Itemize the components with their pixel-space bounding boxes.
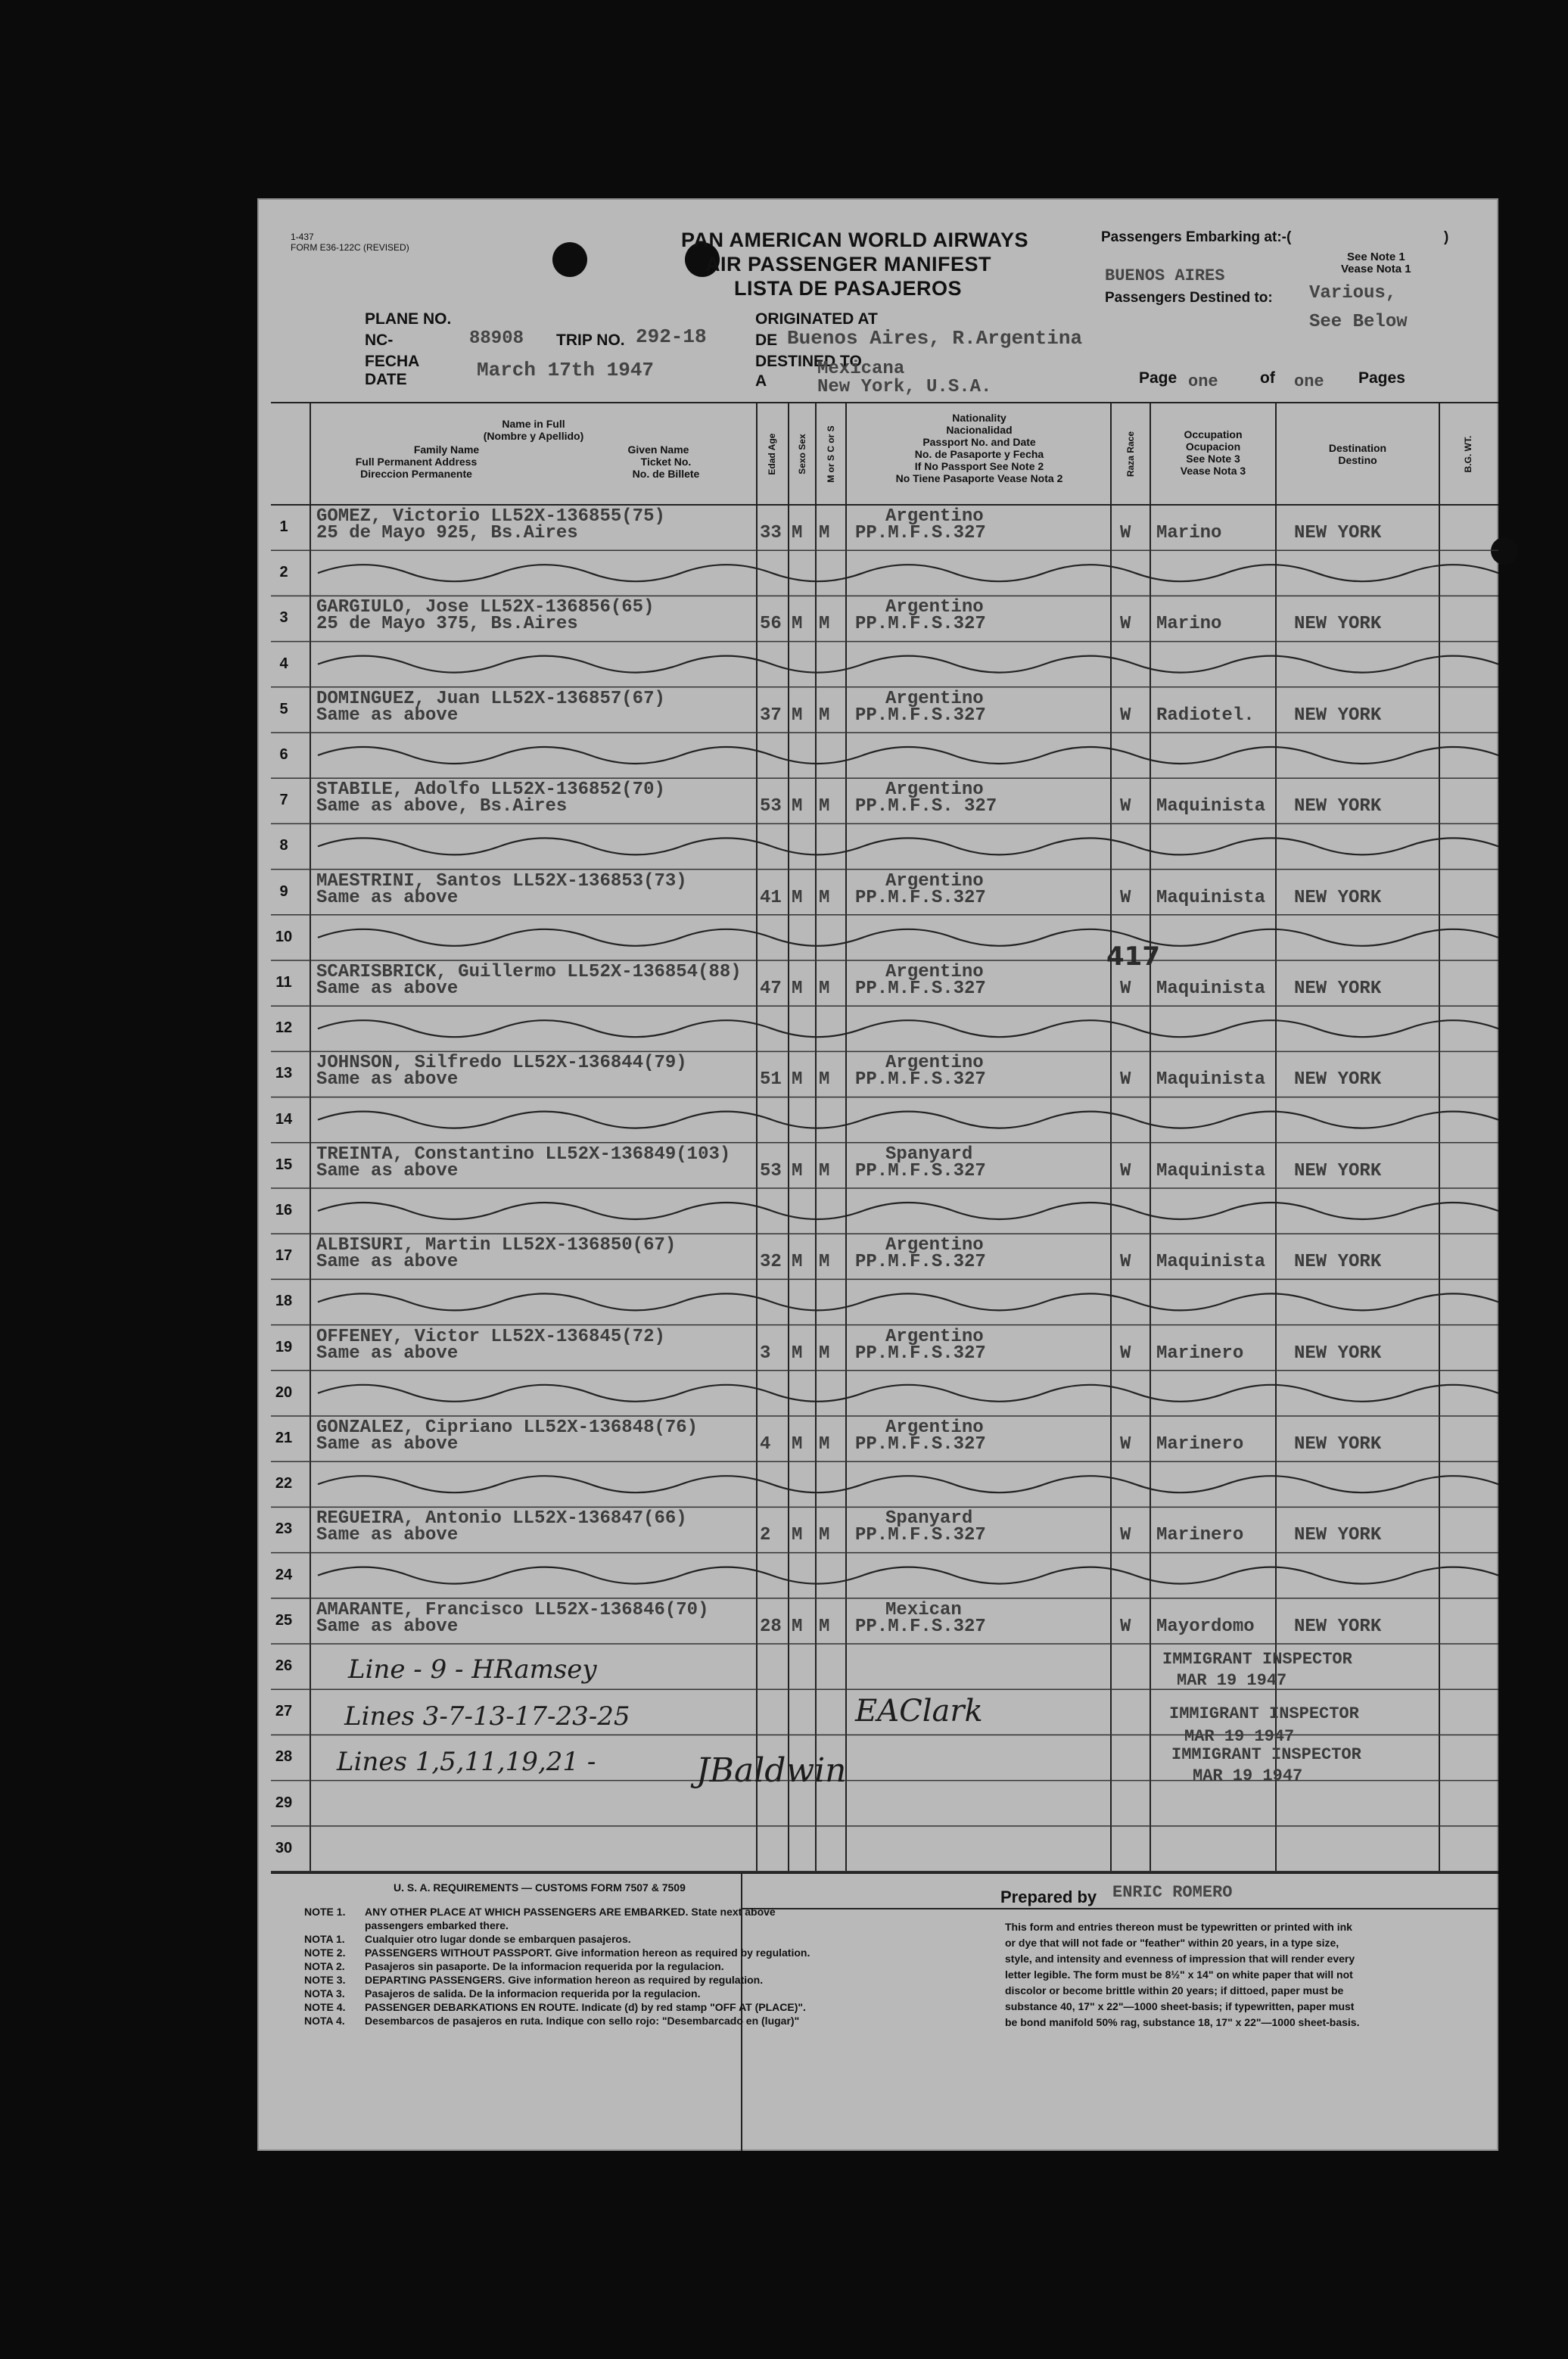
note-key: NOTA 1. — [304, 1933, 345, 1945]
row-number: 11 — [275, 974, 292, 991]
page-label: Page — [1139, 369, 1178, 387]
passenger-marital-status: M — [819, 1434, 830, 1455]
passenger-nationality: Argentino — [885, 1418, 984, 1438]
row-number: 5 — [279, 700, 288, 717]
note-key: NOTE 1. — [304, 1906, 346, 1918]
nc-value: 88908 — [469, 328, 524, 349]
passenger-age: 32 — [760, 1252, 782, 1273]
note-text: Pasajeros sin pasaporte. De la informacion requerida por la regulacion. — [365, 1960, 724, 1972]
cancel-squiggle — [318, 1112, 1498, 1128]
passenger-address: 25 de Mayo 925, Bs.Aires — [316, 523, 578, 543]
row-number: 30 — [275, 1839, 293, 1856]
passenger-passport: PP.M.F.S.327 — [855, 979, 986, 999]
passenger-name: GOMEZ, Victorio LL52X-136855(75) — [316, 506, 665, 527]
pages-label: Pages — [1358, 369, 1405, 387]
passenger-passport: PP.M.F.S.327 — [855, 1069, 986, 1091]
note-key: NOTE 2. — [304, 1947, 346, 1959]
plane-label: PLANE NO. — [365, 310, 452, 328]
age-head: Edad Age — [767, 433, 777, 475]
passenger-sex: M — [792, 614, 803, 635]
passenger-race: W — [1120, 1160, 1131, 1181]
cancel-squiggle — [318, 838, 1498, 854]
destined-to-label: DESTINED TO — [755, 353, 862, 370]
passenger-nationality: Argentino — [885, 1053, 984, 1074]
originated-label: ORIGINATED AT — [755, 310, 878, 328]
passenger-sex: M — [792, 1069, 803, 1091]
passenger-occupation: Marinero — [1156, 1343, 1244, 1364]
cancel-squiggle — [318, 1385, 1498, 1402]
passenger-passport: PP.M.F.S.327 — [855, 1434, 986, 1455]
date-label: DATE — [365, 371, 407, 388]
name-head-2: (Nombre y Apellido) — [483, 430, 584, 442]
passenger-nationality: Spanyard — [885, 1144, 973, 1165]
passenger-destination: NEW YORK — [1294, 523, 1382, 543]
passenger-name: JOHNSON, Silfredo LL52X-136844(79) — [316, 1053, 687, 1074]
instruction-line: discolor or become brittle within 20 years; if dittoed, paper must be — [1005, 1984, 1344, 1996]
passenger-age: 3 — [760, 1343, 771, 1364]
passenger-name: ALBISURI, Martin LL52X-136850(67) — [316, 1235, 677, 1256]
no-passport-head: If No Passport See Note 2 — [914, 460, 1044, 472]
passenger-nationality: Argentino — [885, 597, 984, 618]
race-head: Raza Race — [1125, 431, 1136, 478]
note-text: PASSENGERS WITHOUT PASSPORT. Give information hereon as required by regulation. — [365, 1947, 810, 1959]
cancel-squiggle — [318, 656, 1498, 673]
passenger-occupation: Marinero — [1156, 1525, 1244, 1546]
passenger-occupation: Maquinista — [1156, 1160, 1266, 1181]
originated-value: Buenos Aires, R.Argentina — [787, 327, 1083, 350]
row-number: 14 — [275, 1110, 293, 1128]
cancel-squiggle — [318, 1567, 1498, 1584]
row-number: 12 — [275, 1019, 293, 1037]
note-text: Pasajeros de salida. De la informacion requerida por la regulacion. — [365, 1987, 701, 2000]
passenger-sex: M — [792, 1160, 803, 1181]
address-head: Full Permanent Address — [355, 456, 478, 468]
passenger-marital-status: M — [819, 1343, 830, 1364]
passenger-passport: PP.M.F.S.327 — [855, 705, 986, 726]
passenger-age: 33 — [760, 523, 782, 543]
note-text: Desembarcos de pasajeros en ruta. Indique con sello rojo: "Desembarcado en (lugar)" — [365, 2015, 800, 2027]
trip-label: TRIP NO. — [556, 331, 625, 349]
passenger-name: GARGIULO, Jose LL52X-136856(65) — [316, 597, 655, 618]
passenger-address: 25 de Mayo 375, Bs.Aires — [316, 614, 578, 635]
destined-value-1: Various, — [1309, 283, 1397, 303]
passenger-sex: M — [792, 705, 803, 726]
passenger-marital-status: M — [819, 1252, 830, 1273]
family-name-head: Family Name — [413, 443, 480, 456]
stamp-2-title: IMMIGRANT INSPECTOR — [1169, 1704, 1359, 1723]
passenger-age: 41 — [760, 887, 782, 908]
passenger-name: MAESTRINI, Santos LL52X-136853(73) — [316, 870, 687, 892]
stamp-2-date: MAR 19 1947 — [1184, 1727, 1295, 1746]
passenger-name: SCARISBRICK, Guillermo LL52X-136854(88) — [316, 962, 742, 982]
stamp-3-title: IMMIGRANT INSPECTOR — [1171, 1745, 1361, 1764]
passenger-address: Same as above — [316, 705, 459, 726]
passenger-marital-status: M — [819, 887, 830, 908]
see-note-1: See Note 1 — [1347, 251, 1405, 263]
passenger-destination: NEW YORK — [1294, 1525, 1382, 1546]
form-subtitle: LISTA DE PASAJEROS — [734, 277, 963, 300]
passenger-name: TREINTA, Constantino LL52X-136849(103) — [316, 1144, 731, 1165]
passenger-address: Same as above — [316, 1525, 459, 1546]
note-key: NOTA 2. — [304, 1960, 345, 1972]
passport-head: Passport No. and Date — [922, 436, 1036, 448]
row-number: 15 — [275, 1156, 293, 1173]
cancel-squiggle — [318, 1293, 1498, 1310]
row-number: 2 — [279, 564, 288, 581]
cancel-squiggle — [318, 1020, 1498, 1037]
passenger-name: AMARANTE, Francisco LL52X-136846(70) — [316, 1599, 709, 1620]
passenger-destination: NEW YORK — [1294, 1069, 1382, 1091]
fecha-label: FECHA — [365, 353, 420, 370]
cancel-squiggle — [318, 1476, 1498, 1492]
passenger-age: 37 — [760, 705, 782, 726]
passenger-sex: M — [792, 1434, 803, 1455]
passenger-age: 28 — [760, 1616, 782, 1637]
passenger-passport: PP.M.F.S.327 — [855, 1343, 986, 1364]
row-number: 26 — [275, 1657, 293, 1674]
direccion-head: Direccion Permanente — [360, 468, 472, 480]
row-number: 29 — [275, 1794, 293, 1811]
instruction-line: style, and intensity and evenness of impression that will render every — [1005, 1953, 1355, 1965]
row-number: 10 — [275, 928, 293, 945]
passenger-age: 56 — [760, 614, 782, 635]
instruction-line: letter legible. The form must be 8½" x 14" on white paper that will not — [1005, 1968, 1353, 1981]
passenger-sex: M — [792, 1343, 803, 1364]
nc-label: NC- — [365, 331, 394, 349]
see-note-3-head: See Note 3 — [1186, 453, 1240, 465]
cancel-squiggle — [318, 1203, 1498, 1219]
passenger-marital-status: M — [819, 523, 830, 543]
passenger-address: Same as above — [316, 1343, 459, 1364]
passenger-race: W — [1120, 1525, 1131, 1546]
prepared-by-label: Prepared by — [1000, 1888, 1097, 1906]
passenger-sex: M — [792, 887, 803, 908]
passenger-sex: M — [792, 523, 803, 543]
passenger-occupation: Maquinista — [1156, 796, 1266, 817]
cancel-squiggle — [318, 747, 1498, 764]
passenger-occupation: Maquinista — [1156, 1252, 1266, 1273]
cancel-squiggle — [318, 929, 1498, 946]
passenger-race: W — [1120, 1434, 1131, 1455]
passenger-sex: M — [792, 979, 803, 999]
passenger-marital-status: M — [819, 979, 830, 999]
note-text: DEPARTING PASSENGERS. Give information hereon as required by regulation. — [365, 1974, 764, 1986]
passenger-marital-status: M — [819, 1160, 830, 1181]
passenger-occupation: Maquinista — [1156, 1069, 1266, 1091]
row-number: 28 — [275, 1748, 293, 1766]
passenger-nationality: Argentino — [885, 1235, 984, 1256]
marital-head: M or S C or S — [826, 425, 836, 483]
passenger-nationality: Argentino — [885, 870, 984, 892]
passenger-passport: PP.M.F.S.327 — [855, 614, 986, 635]
instruction-line: substance 40, 17" x 22"—1000 sheet-basis; if typewritten, paper must — [1005, 2000, 1355, 2012]
passenger-passport: PP.M.F.S.327 — [855, 1160, 986, 1181]
passenger-marital-status: M — [819, 614, 830, 635]
manifest-sheet — [257, 198, 1498, 2151]
passenger-address: Same as above — [316, 1252, 459, 1273]
handwritten-line-28: Lines 1,5,11,19,21 - — [337, 1747, 596, 1777]
passenger-address: Same as above — [316, 1160, 459, 1181]
instruction-line: be bond manifold 50% rag, substance 18, 17" x 22"—1000 sheet-basis. — [1005, 2016, 1360, 2028]
passenger-age: 51 — [760, 1069, 782, 1091]
destined-to-value-1: Mexicana — [817, 359, 905, 379]
passenger-destination: NEW YORK — [1294, 614, 1382, 635]
row-number: 4 — [279, 655, 288, 672]
airline-name: PAN AMERICAN WORLD AIRWAYS — [681, 229, 1029, 251]
passenger-nationality: Argentino — [885, 780, 984, 801]
nacionalidad-head: Nacionalidad — [946, 424, 1013, 436]
destination-head: Destination — [1328, 442, 1387, 454]
passenger-occupation: Maquinista — [1156, 979, 1266, 999]
passenger-nationality: Argentino — [885, 688, 984, 709]
passenger-sex: M — [792, 1616, 803, 1637]
passenger-address: Same as above — [316, 1069, 459, 1091]
passenger-occupation: Marino — [1156, 614, 1222, 635]
passenger-destination: NEW YORK — [1294, 1434, 1382, 1455]
passenger-race: W — [1120, 1252, 1131, 1273]
passenger-marital-status: M — [819, 1525, 830, 1546]
stamp-1-date: MAR 19 1947 — [1177, 1671, 1287, 1690]
note-key: NOTE 3. — [304, 1974, 346, 1986]
instruction-line: This form and entries thereon must be typewritten or printed with ink — [1005, 1921, 1352, 1933]
passenger-age: 2 — [760, 1525, 771, 1546]
row-number: 27 — [275, 1703, 293, 1720]
trip-value: 292-18 — [636, 325, 707, 348]
passenger-name: REGUEIRA, Antonio LL52X-136847(66) — [316, 1508, 687, 1530]
passenger-nationality: Argentino — [885, 1326, 984, 1347]
passenger-race: W — [1120, 1616, 1131, 1637]
stamp-3-date: MAR 19 1947 — [1193, 1766, 1303, 1785]
note-text: PASSENGER DEBARKATIONS EN ROUTE. Indicate (d) by red stamp "OFF AT (PLACE)". — [365, 2001, 806, 2013]
row-number: 23 — [275, 1520, 293, 1538]
passenger-marital-status: M — [819, 1616, 830, 1637]
form-number: FORM E36-122C (REVISED) — [291, 242, 409, 253]
passenger-passport: PP.M.F.S.327 — [855, 1616, 986, 1637]
vease-nota-1: Vease Nota 1 — [1341, 263, 1411, 275]
of-value: one — [1294, 372, 1324, 391]
passenger-passport: PP.M.F.S.327 — [855, 1252, 986, 1273]
prepared-by-value: ENRIC ROMERO — [1112, 1883, 1233, 1902]
pasaporte-head: No. de Pasaporte y Fecha — [914, 448, 1044, 460]
note-key: NOTA 4. — [304, 2015, 345, 2027]
passenger-address: Same as above — [316, 1616, 459, 1637]
row-number: 22 — [275, 1475, 293, 1492]
row-number: 16 — [275, 1202, 293, 1218]
passenger-race: W — [1120, 614, 1131, 635]
ocupacion-head: Ocupacion — [1185, 440, 1241, 453]
occupation-head: Occupation — [1184, 428, 1243, 440]
note-text: Cualquier otro lugar donde se embarquen pasajeros. — [365, 1933, 631, 1945]
row-number: 3 — [279, 609, 288, 627]
passenger-passport: PP.M.F.S.327 — [855, 523, 986, 543]
passenger-nationality: Argentino — [885, 506, 984, 527]
form-title: AIR PASSENGER MANIFEST — [705, 253, 992, 275]
passenger-passport: PP.M.F.S. 327 — [855, 796, 997, 817]
handwritten-417: 417 — [1106, 941, 1160, 972]
row-number: 18 — [275, 1293, 293, 1310]
row-number: 21 — [275, 1430, 293, 1446]
vease-nota-3-head: Vease Nota 3 — [1180, 465, 1246, 477]
passenger-marital-status: M — [819, 796, 830, 817]
no-tiene-head: No Tiene Pasaporte Vease Nota 2 — [895, 472, 1063, 484]
passenger-nationality: Mexican — [885, 1599, 962, 1620]
passenger-race: W — [1120, 1343, 1131, 1364]
passenger-name: DOMINGUEZ, Juan LL52X-136857(67) — [316, 688, 665, 709]
passenger-race: W — [1120, 796, 1131, 817]
billete-head: No. de Billete — [632, 468, 700, 480]
passenger-passport: PP.M.F.S.327 — [855, 1525, 986, 1546]
row-number: 17 — [275, 1247, 293, 1265]
passenger-nationality: Argentino — [885, 962, 984, 982]
passenger-occupation: Marino — [1156, 523, 1222, 543]
of-label: of — [1260, 369, 1275, 387]
passenger-occupation: Marinero — [1156, 1434, 1244, 1455]
passenger-marital-status: M — [819, 1069, 830, 1091]
note-text: passengers embarked there. — [365, 1919, 509, 1931]
passenger-destination: NEW YORK — [1294, 796, 1382, 817]
passenger-name: OFFENEY, Victor LL52X-136845(72) — [316, 1326, 665, 1347]
page-value: one — [1188, 372, 1218, 391]
passenger-race: W — [1120, 523, 1131, 543]
given-name-head: Given Name — [627, 443, 689, 456]
passenger-destination: NEW YORK — [1294, 979, 1382, 999]
row-number: 24 — [275, 1566, 293, 1583]
destined-label: Passengers Destined to: — [1105, 290, 1273, 306]
destined-value-2: See Below — [1309, 312, 1408, 332]
cancel-squiggle — [318, 565, 1498, 581]
nationality-head: Nationality — [952, 412, 1006, 424]
row-number: 7 — [279, 792, 288, 809]
passenger-address: Same as above — [316, 979, 459, 999]
passenger-destination: NEW YORK — [1294, 1343, 1382, 1364]
passenger-sex: M — [792, 796, 803, 817]
passenger-race: W — [1120, 705, 1131, 726]
passenger-nationality: Spanyard — [885, 1508, 973, 1530]
form-code: 1-437 — [291, 232, 314, 242]
stamp-1-title: IMMIGRANT INSPECTOR — [1162, 1650, 1352, 1669]
passenger-marital-status: M — [819, 705, 830, 726]
passenger-occupation: Mayordomo — [1156, 1616, 1255, 1637]
passenger-destination: NEW YORK — [1294, 705, 1382, 726]
passenger-name: STABILE, Adolfo LL52X-136852(70) — [316, 780, 665, 801]
passenger-destination: NEW YORK — [1294, 887, 1382, 908]
handwritten-line-26: Line - 9 - HRamsey — [348, 1654, 597, 1685]
passenger-address: Same as above — [316, 887, 459, 908]
signature-clark: EAClark — [855, 1694, 983, 1729]
row-number: 1 — [279, 518, 288, 535]
passenger-age: 53 — [760, 796, 782, 817]
passenger-sex: M — [792, 1525, 803, 1546]
passenger-age: 47 — [760, 979, 782, 999]
note-key: NOTE 4. — [304, 2001, 346, 2013]
handwritten-line-27: Lines 3-7-13-17-23-25 — [344, 1701, 630, 1732]
instruction-line: or dye that will not fade or "feather" within 20 years, in a type size, — [1005, 1937, 1339, 1949]
passenger-sex: M — [792, 1252, 803, 1273]
note-key: NOTA 3. — [304, 1987, 345, 2000]
passenger-occupation: Radiotel. — [1156, 705, 1255, 726]
name-head-1: Name in Full — [502, 418, 565, 430]
row-number: 13 — [275, 1065, 293, 1082]
customs-requirements: U. S. A. REQUIREMENTS — CUSTOMS FORM 7507 & 7509 — [394, 1881, 686, 1894]
passenger-name: GONZALEZ, Cipriano LL52X-136848(76) — [316, 1418, 698, 1438]
bg-weight-head: B.G. WT. — [1463, 435, 1473, 473]
date-value: March 17th 1947 — [477, 359, 655, 381]
passenger-race: W — [1120, 979, 1131, 999]
passenger-destination: NEW YORK — [1294, 1616, 1382, 1637]
a-label: A — [755, 372, 767, 390]
passenger-occupation: Maquinista — [1156, 887, 1266, 908]
passenger-destination: NEW YORK — [1294, 1160, 1382, 1181]
row-number: 20 — [275, 1383, 293, 1401]
signature-baldwin: JBaldwin — [696, 1751, 847, 1790]
passenger-race: W — [1120, 887, 1131, 908]
row-number: 25 — [275, 1611, 293, 1629]
passenger-age: 53 — [760, 1160, 782, 1181]
passenger-age: 4 — [760, 1434, 771, 1455]
row-number: 6 — [279, 746, 288, 763]
passenger-race: W — [1120, 1069, 1131, 1091]
passenger-address: Same as above, Bs.Aires — [316, 796, 568, 817]
passenger-destination: NEW YORK — [1294, 1252, 1382, 1273]
note-text: ANY OTHER PLACE AT WHICH PASSENGERS ARE EMBARKED. State next above — [365, 1906, 776, 1918]
row-number: 19 — [275, 1338, 293, 1355]
ticket-head: Ticket No. — [640, 456, 692, 468]
embarking-label: Passengers Embarking at:-( — [1101, 229, 1292, 245]
embarking-value: BUENOS AIRES — [1105, 266, 1225, 285]
destined-to-value-2: New York, U.S.A. — [817, 377, 992, 397]
embarking-label-close: ) — [1444, 229, 1449, 245]
sex-head: Sexo Sex — [797, 434, 807, 475]
passenger-address: Same as above — [316, 1434, 459, 1455]
passenger-passport: PP.M.F.S.327 — [855, 887, 986, 908]
de-label: DE — [755, 331, 778, 349]
destino-head: Destino — [1338, 454, 1377, 466]
row-number: 8 — [279, 837, 288, 854]
row-number: 9 — [279, 882, 288, 900]
